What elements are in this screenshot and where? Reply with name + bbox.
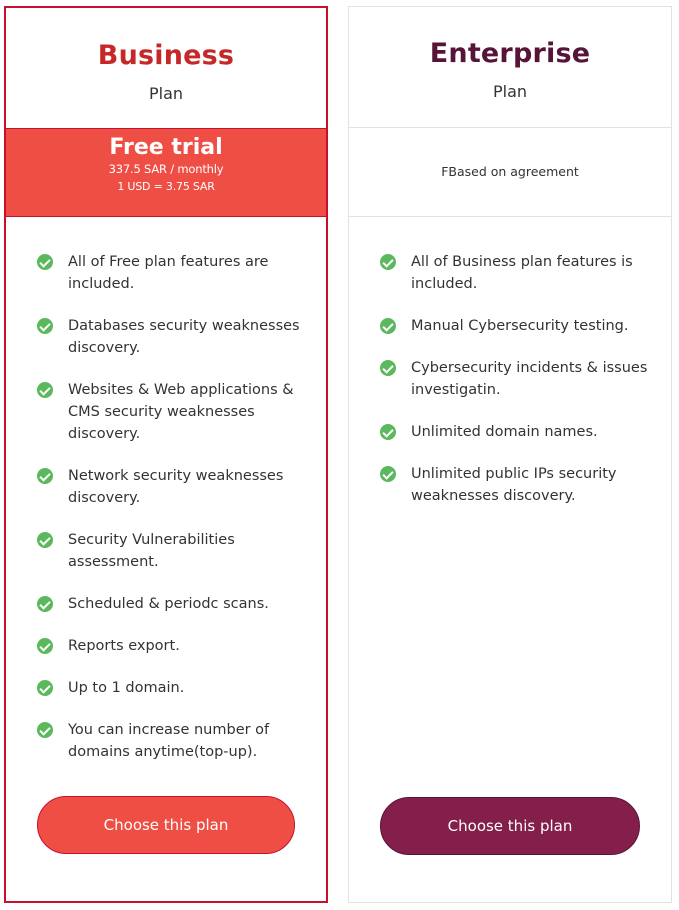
feature-text: Databases security weaknesses discovery.	[68, 318, 300, 356]
feature-text: All of Business plan features is included.	[411, 254, 633, 292]
enterprise-price-text: FBased on agreement	[441, 164, 579, 179]
feature-text: Up to 1 domain.	[68, 680, 185, 696]
business-choose-plan-button[interactable]: Choose this plan	[37, 796, 295, 854]
feature-text: Manual Cybersecurity testing.	[411, 318, 629, 334]
check-circle-icon	[380, 318, 396, 334]
check-circle-icon	[37, 638, 53, 654]
feature-item	[380, 357, 655, 401]
enterprise-feature-list	[349, 217, 671, 507]
business-price-monthly: 337.5 SAR / monthly	[108, 162, 224, 176]
business-feature-list	[6, 217, 326, 763]
feature-item	[37, 465, 310, 509]
feature-text: Cybersecurity incidents & issues investigatin.	[411, 360, 648, 398]
feature-text: You can increase number of domains anytime(top-up).	[68, 722, 270, 760]
check-circle-icon	[380, 466, 396, 482]
feature-text: Unlimited domain names.	[411, 424, 598, 440]
feature-item	[37, 635, 310, 657]
feature-item	[37, 593, 310, 615]
feature-item	[37, 677, 310, 699]
enterprise-price-box	[349, 127, 671, 217]
business-price-box	[6, 128, 326, 217]
business-plan-subtitle: Plan	[148, 84, 184, 103]
check-circle-icon	[37, 532, 53, 548]
enterprise-plan-header	[349, 7, 671, 127]
check-circle-icon	[380, 254, 396, 270]
feature-text: Network security weaknesses discovery.	[68, 468, 284, 506]
feature-item	[380, 315, 655, 337]
feature-item	[37, 529, 310, 573]
feature-item	[380, 463, 655, 507]
business-plan-header	[6, 8, 326, 128]
check-circle-icon	[37, 318, 53, 334]
feature-item	[37, 315, 310, 359]
feature-item	[380, 251, 655, 295]
business-plan-name: Business	[97, 40, 235, 71]
enterprise-plan-card	[348, 6, 672, 903]
feature-item	[37, 251, 310, 295]
business-plan-card	[4, 6, 328, 903]
check-circle-icon	[37, 468, 53, 484]
check-circle-icon	[37, 254, 53, 270]
business-price-title: Free trial	[109, 135, 223, 160]
enterprise-choose-plan-button[interactable]: Choose this plan	[380, 797, 640, 855]
business-price-conversion: 1 USD = 3.75 SAR	[117, 180, 215, 193]
feature-text: Security Vulnerabilities assessment.	[68, 532, 235, 570]
check-circle-icon	[37, 680, 53, 696]
check-circle-icon	[37, 722, 53, 738]
feature-text: Unlimited public IPs security weaknesses discovery.	[411, 466, 617, 504]
feature-text: All of Free plan features are included.	[68, 254, 269, 292]
enterprise-plan-name: Enterprise	[429, 38, 591, 69]
check-circle-icon	[37, 596, 53, 612]
feature-item	[37, 719, 310, 763]
feature-item	[37, 379, 310, 445]
enterprise-plan-subtitle: Plan	[492, 82, 528, 101]
check-circle-icon	[37, 382, 53, 398]
feature-text: Reports export.	[68, 638, 180, 654]
feature-text: Websites & Web applications & CMS security weaknesses discovery.	[68, 382, 294, 442]
check-circle-icon	[380, 360, 396, 376]
feature-item	[380, 421, 655, 443]
feature-text: Scheduled & periodc scans.	[68, 596, 269, 612]
check-circle-icon	[380, 424, 396, 440]
